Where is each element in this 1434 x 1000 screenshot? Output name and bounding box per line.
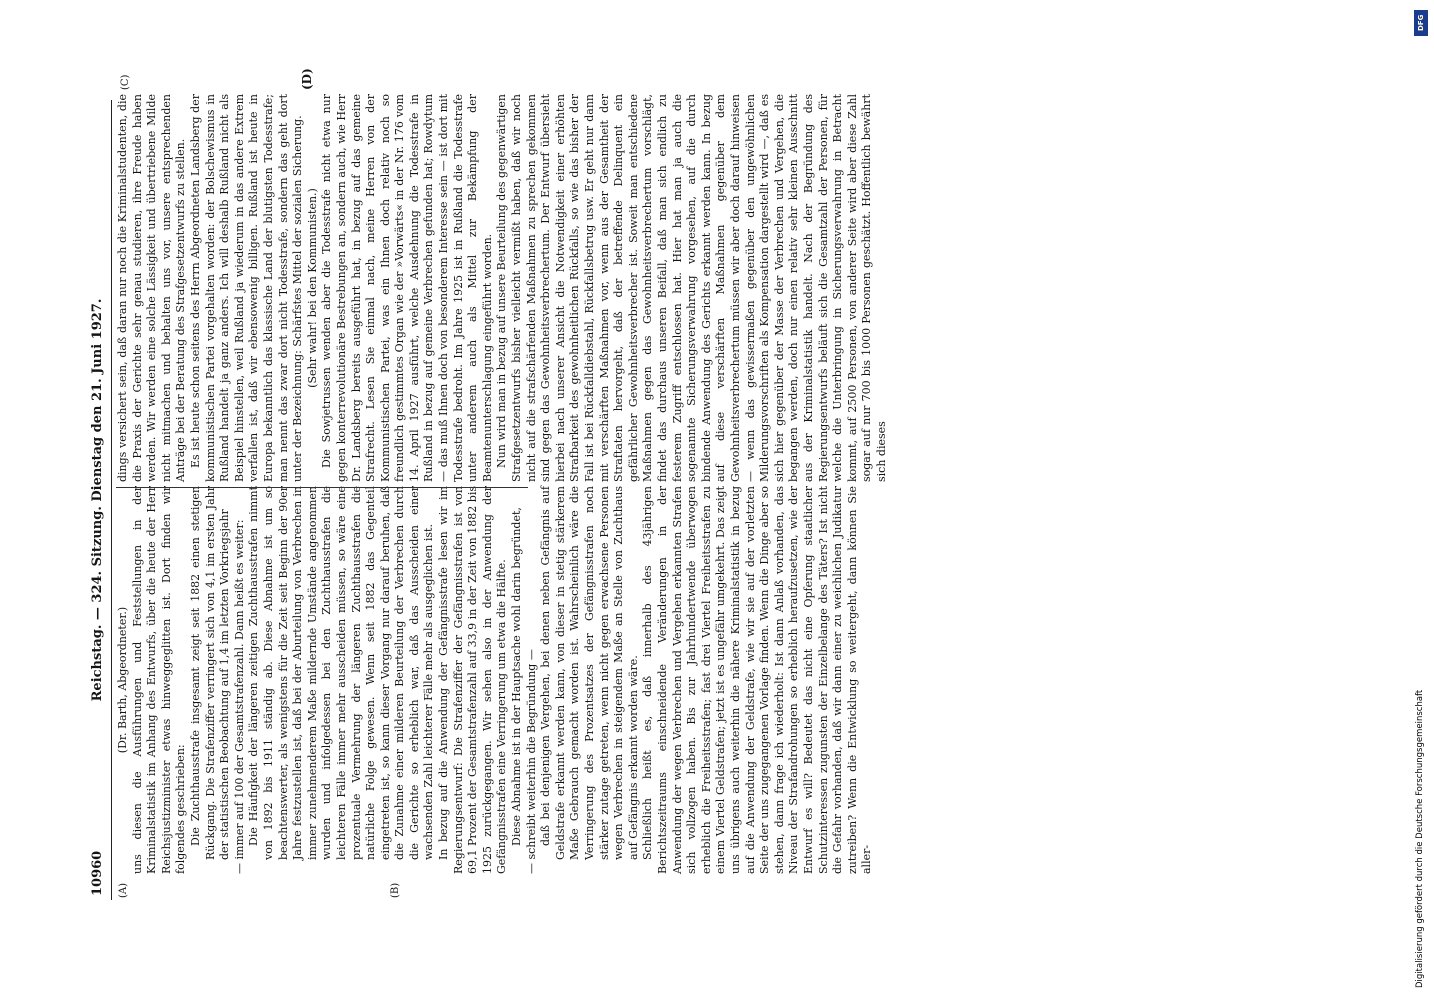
margin-mark-b: (B) [390, 882, 401, 898]
quote-paragraph: Die Zuchthausstrafe insgesamt zeigt seit 1882 einen stetigen Rückgang. Die Strafenziffer verringert sich von 4,1 im ersten Jahr der statistischen Beobachtung auf 1,4 im letzten Vorkriegsjahr [188, 486, 232, 860]
interjection: (Sehr wahr! bei den Kommunisten.) [305, 188, 319, 388]
paragraph: dings versichert sein, daß daran nur noch die Kriminalstudenten, die die Praxis der Gerichte sehr genau studieren, ihre Freude haben werden. Wir werden eine solche Lässigkeit und übertriebene Milde nicht mitmachen und behalten uns vor, unsere entsprechenden Anträge bei der Beratung des Strafgesetzentwurfs zu stellen. [116, 94, 188, 482]
margin-mark-d: (D) [300, 68, 314, 90]
paragraph: — immer auf 100 der Gesamtstrafenzahl. Dann heißt es weiter: [232, 519, 246, 874]
page-number: 10960 [90, 850, 105, 896]
page-header [90, 100, 112, 900]
paragraph: — schreibt weiterhin die Begründung — [524, 649, 538, 874]
dfg-logo: DFG [1414, 10, 1428, 36]
paragraph: In bezug auf die Anwendung der Gefängnisstrafe lesen wir im Regierungsentwurf: Die Strafenziffer der Gefängnisstrafen ist von 69,1 Prozent der Gesamtstrafenzahl auf 33,9 in der Zeit von 1882 bis 1925 zurückgegangen. Wir sehen also in der Anwendung der Gefängnisstrafen eine Verringerung um etwa die Hälfte. [437, 486, 509, 874]
credit-text: Digitalisierung gefördert durch die Deutsche Forschungsgemeinschaft [1415, 689, 1425, 988]
paragraph: Schließlich heißt es, daß innerhalb des 43jährigen Berichtszeitraums einschneidende Veränderungen in der Anwendung der wegen Verbrechen und Vergehen erkannten Strafen sich vollzogen haben. Bis zur Jahrhundertwende überwogen erheblich die Freiheitsstrafen; fast drei Viertel Freiheitsstrafen zu einem Viertel Geldstrafen; jetzt ist es ungefähr umgekehrt. Das zeigt uns übrigens auch weiterhin die nähere Kriminalstatistik in bezug auf die Anwendung der Geldstrafe, wie wir sie auf der vorletzten Seite der uns zugegangenen Vorlage finden. Wenn die Dinge aber so stehen, dann frage ich wiederholt: Ist dann Anlaß vorhanden, das Niveau der Strafandrohungen so erheblich heraufzusetzen, wie der Entwurf es will? Bedeutet das nicht eine Opferung staatlicher Schutzinteressen zugunsten der Einzelbelange des Täters? Ist nicht die Gefahr vorhanden, daß wir dann einer zu weichlichen Judikatur zutreiben? Wenn die Entwicklung so weitergeht, dann können Sie aller- [641, 486, 874, 874]
running-head: Reichstag. — 324. Sitzung. Dienstag den 21. Juni 1927. [90, 298, 105, 702]
right-column [116, 94, 888, 482]
digitization-credit [1412, 8, 1430, 994]
paragraph: Es ist heute schon seitens des Herrn Abgeordneten Landsberg der kommunistischen Partei vorgehalten worden: der Bolschewismus in Rußland handelt ja ganz anders. Ich will deshalb Rußland nicht als Beispiel hinstellen, weil Rußland ja wiederum in das andere Extrem verfallen ist, daß wir ebensowenig billigen. Rußland ist heute in Europa bekanntlich das klassische Land der blutigsten Todesstrafe; man nennt das zwar dort nicht Todesstrafe, sondern das geht dort unter der Bezeichnung: Schärfstes Mittel der sozialen Sicherung. [188, 94, 305, 482]
margin-mark-a: (A) [118, 882, 129, 898]
column-rule [116, 487, 528, 488]
quote-paragraph: Diese Abnahme ist in der Hauptsache wohl darin begründet, [510, 507, 524, 846]
quote-paragraph: Die Häufigkeit der längeren zeitigen Zuchthausstrafen nimmt von 1892 bis 1911 ständig ab. Diese Abnahme ist um so beachtenswerter, als wenigstens für die Zeit seit Beginn der 90er Jahre festzustellen ist, daß bei der Aburteilung von Verbrechen in immer zunehmenderem Maße mildernde Umstände angenommen wurden und infolgedessen bei den Zuchthausstrafen die leichteren Fälle immer mehr ausscheiden müssen, so wäre eine prozentuale Vermehrung der längeren Zuchthausstrafen die natürliche Folge gewesen. Wenn seit 1882 das Gegenteil eingetreten ist, so kann dieser Vorgang nur darauf beruhen, daß die Zunahme einer milderen Beurteilung der Verbrechen durch die Gerichte so erheblich war, daß das Ausscheiden einer wachsenden Zahl leichterer Fälle mehr als ausgeglichen ist. [247, 486, 436, 860]
left-column [116, 486, 874, 874]
speaker-label: (Dr. Barth, Abgeordneter.) [116, 606, 129, 754]
paragraph: Die Sowjetrussen wenden aber die Todesstrafe nicht etwa nur gegen konterrevolutionäre Bestrebungen an, sondern auch, wie Herr Dr. Landsberg bereits ausgeführt hat, in bezug auf das gemeine Strafrecht. Lesen Sie einmal nach, meine Herren von der Kommunistischen Partei, was ein Ihnen doch relativ noch so freundlich gestimmtes Organ wie der »Vorwärts« in der Nr. 176 vom 14. April 1927 ausführt, welche Ausdehnung die Todesstrafe in Rußland in bezug auf gemeine Verbrechen gefunden hat; Rowdytum — das muß Ihnen doch von besonderem Interesse sein — ist dort mit Todesstrafe bedroht. Im Jahre 1925 ist in Rußland die Todesstrafe unter anderem auch als Mittel zur Bekämpfung der Beamtenunterschlagung eingeführt worden. [320, 94, 494, 482]
header-rule [111, 100, 112, 900]
quote-paragraph: daß bei denjenigen Vergehen, bei denen neben Gefängnis auf Geldstrafe erkannt werden kann, von dieser in stetig stärkerem Maße Gebrauch gemacht worden ist. Wahrscheinlich wäre die Verringerung des Prozentsatzes der Gefängnisstrafen noch stärker zutage getreten, wenn nicht gegen erwachsene Personen wegen Verbrechen in steigendem Maße an Stelle von Zuchthaus auf Gefängnis erkannt worden wäre. [539, 486, 640, 860]
paragraph: Nun wird man in bezug auf unsere Beurteilung des gegenwärtigen Strafgesetzentwurfs bisher vielleicht vermißt haben, daß wir noch nicht auf die strafschärfenden Maßnahmen zu sprechen gekommen sind gegen das Gewohnheitsverbrechertum. Der Entwurf übersieht hierbei nach unserer Ansicht die Notwendigkeit einer erhöhten Strafbarkeit des gewohnheitlichen Rückfalls, so wie das bisher der Fall ist bei Rückfalldiebstahl, Rückfallsbetrug usw. Er geht nur dann mit verschärften Maßnahmen vor, wenn aus der Gesamtheit der Straftaten hervorgeht, daß der betreffende Delinquent ein gefährlicher Gewohnheitsverbrecher ist. Soweit man entschiedene Maßnahmen gegen das Gewohnheitsverbrechertum vorschlägt, findet das durchaus unseren Beifall, daß man sich endlich zu festerem Zugriff entschlossen hat. Hier hat man ja auch die sogenannte Sicherungsverwahrung vorgesehen, auf die durch bindende Anwendung des Gerichts erkannt werden kann. In bezug auf diese verschärften Maßnahmen gegenüber dem Gewohnheitsverbrechertum müssen wir aber doch darauf hinweisen — wenn das gewissermaßen gegenüber den ungewöhnlichen Milderungsvorschriften als Kompensation dargestellt wird —, daß es sich hier gegenüber der Masse der Verbrechen und Vergehen, die begangen werden, doch nur einen relativ sehr kleinen Ausschnitt aus der Kriminalstatistik handelt. Nach der Begründung des Regierungsentwurfs beläuft sich die Gesamtzahl der Personen, für welche die Unterbringung in Sicherungsverwahrung in Betracht kommt, auf 2500 Personen, von anderer Seite wird aber diese Zahl sogar auf nur 700 bis 1000 Personen geschätzt. Hoffentlich bewährt sich dieses [495, 94, 888, 482]
rotated-page [90, 68, 1350, 900]
paragraph: uns diesen die Ausführungen und Feststellungen in der Kriminalstatistik im Anhang des Entwurfs, über die heute der Herr Reichsjustizminister etwas hinweggeglitten ist. Dort finden wir folgendes geschrieben: [130, 486, 188, 874]
margin-mark-c: (C) [120, 74, 131, 90]
